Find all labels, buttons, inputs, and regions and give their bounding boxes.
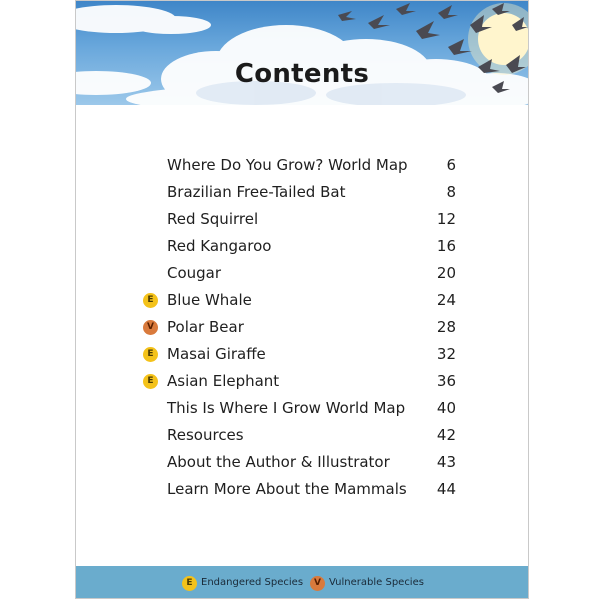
toc-entry[interactable] [76, 342, 528, 369]
toc-entry-title: Where Do You Grow? World Map [167, 156, 408, 174]
toc-entry[interactable] [76, 207, 528, 234]
toc-entry-page: 40 [436, 399, 456, 417]
endangered-badge-icon: E [143, 347, 158, 362]
toc-entry-page: 28 [436, 318, 456, 336]
toc-entry-title: Polar Bear [167, 318, 244, 336]
contents-page [75, 0, 529, 599]
toc-entry-page: 6 [446, 156, 456, 174]
toc-entry[interactable] [76, 477, 528, 504]
toc-entry-page: 16 [436, 237, 456, 255]
legend-vulnerable-label: Vulnerable Species [329, 577, 424, 588]
toc-entry-title: Resources [167, 426, 244, 444]
toc-entry-page: 32 [436, 345, 456, 363]
toc-entry[interactable] [76, 288, 528, 315]
legend-endangered-label: Endangered Species [201, 577, 304, 588]
endangered-badge-icon: E [182, 576, 197, 591]
toc-entry[interactable] [76, 234, 528, 261]
toc-entry-title: Blue Whale [167, 291, 252, 309]
toc-entry-page: 36 [436, 372, 456, 390]
sky-clouds-birds-illustration [76, 1, 528, 105]
page-title: Contents [234, 59, 370, 89]
toc-entry-page: 20 [436, 264, 456, 282]
endangered-badge-icon: E [143, 293, 158, 308]
vulnerable-badge-icon: V [143, 320, 158, 335]
toc-entry[interactable] [76, 180, 528, 207]
toc-entry-title: Learn More About the Mammals [167, 480, 407, 498]
toc-entry-title: Asian Elephant [167, 372, 280, 390]
endangered-badge-icon: E [143, 374, 158, 389]
toc-entry[interactable] [76, 396, 528, 423]
toc-entry-title: Cougar [167, 264, 222, 282]
toc-entry-title: This Is Where I Grow World Map [167, 399, 406, 417]
toc-entry[interactable] [76, 369, 528, 396]
toc-entry[interactable] [76, 261, 528, 288]
toc-entry[interactable] [76, 423, 528, 450]
toc-entry-title: Brazilian Free-Tailed Bat [167, 183, 346, 201]
toc-entry-title: Red Squirrel [167, 210, 259, 228]
toc-entry-page: 8 [446, 183, 456, 201]
toc-entry-page: 43 [436, 453, 456, 471]
vulnerable-badge-icon: V [310, 576, 325, 591]
toc-entry-page: 24 [436, 291, 456, 309]
toc-entry[interactable] [76, 315, 528, 342]
toc-entry[interactable] [76, 450, 528, 477]
toc-entry-page: 12 [436, 210, 456, 228]
toc-entry-title: Red Kangaroo [167, 237, 272, 255]
toc-entry-title: About the Author & Illustrator [167, 453, 390, 471]
toc-entry[interactable] [76, 153, 528, 180]
toc-entry-title: Masai Giraffe [167, 345, 266, 363]
legend-bar [76, 566, 528, 599]
header-illustration [76, 1, 528, 105]
toc-entry-page: 42 [436, 426, 456, 444]
toc-entry-page: 44 [436, 480, 456, 498]
